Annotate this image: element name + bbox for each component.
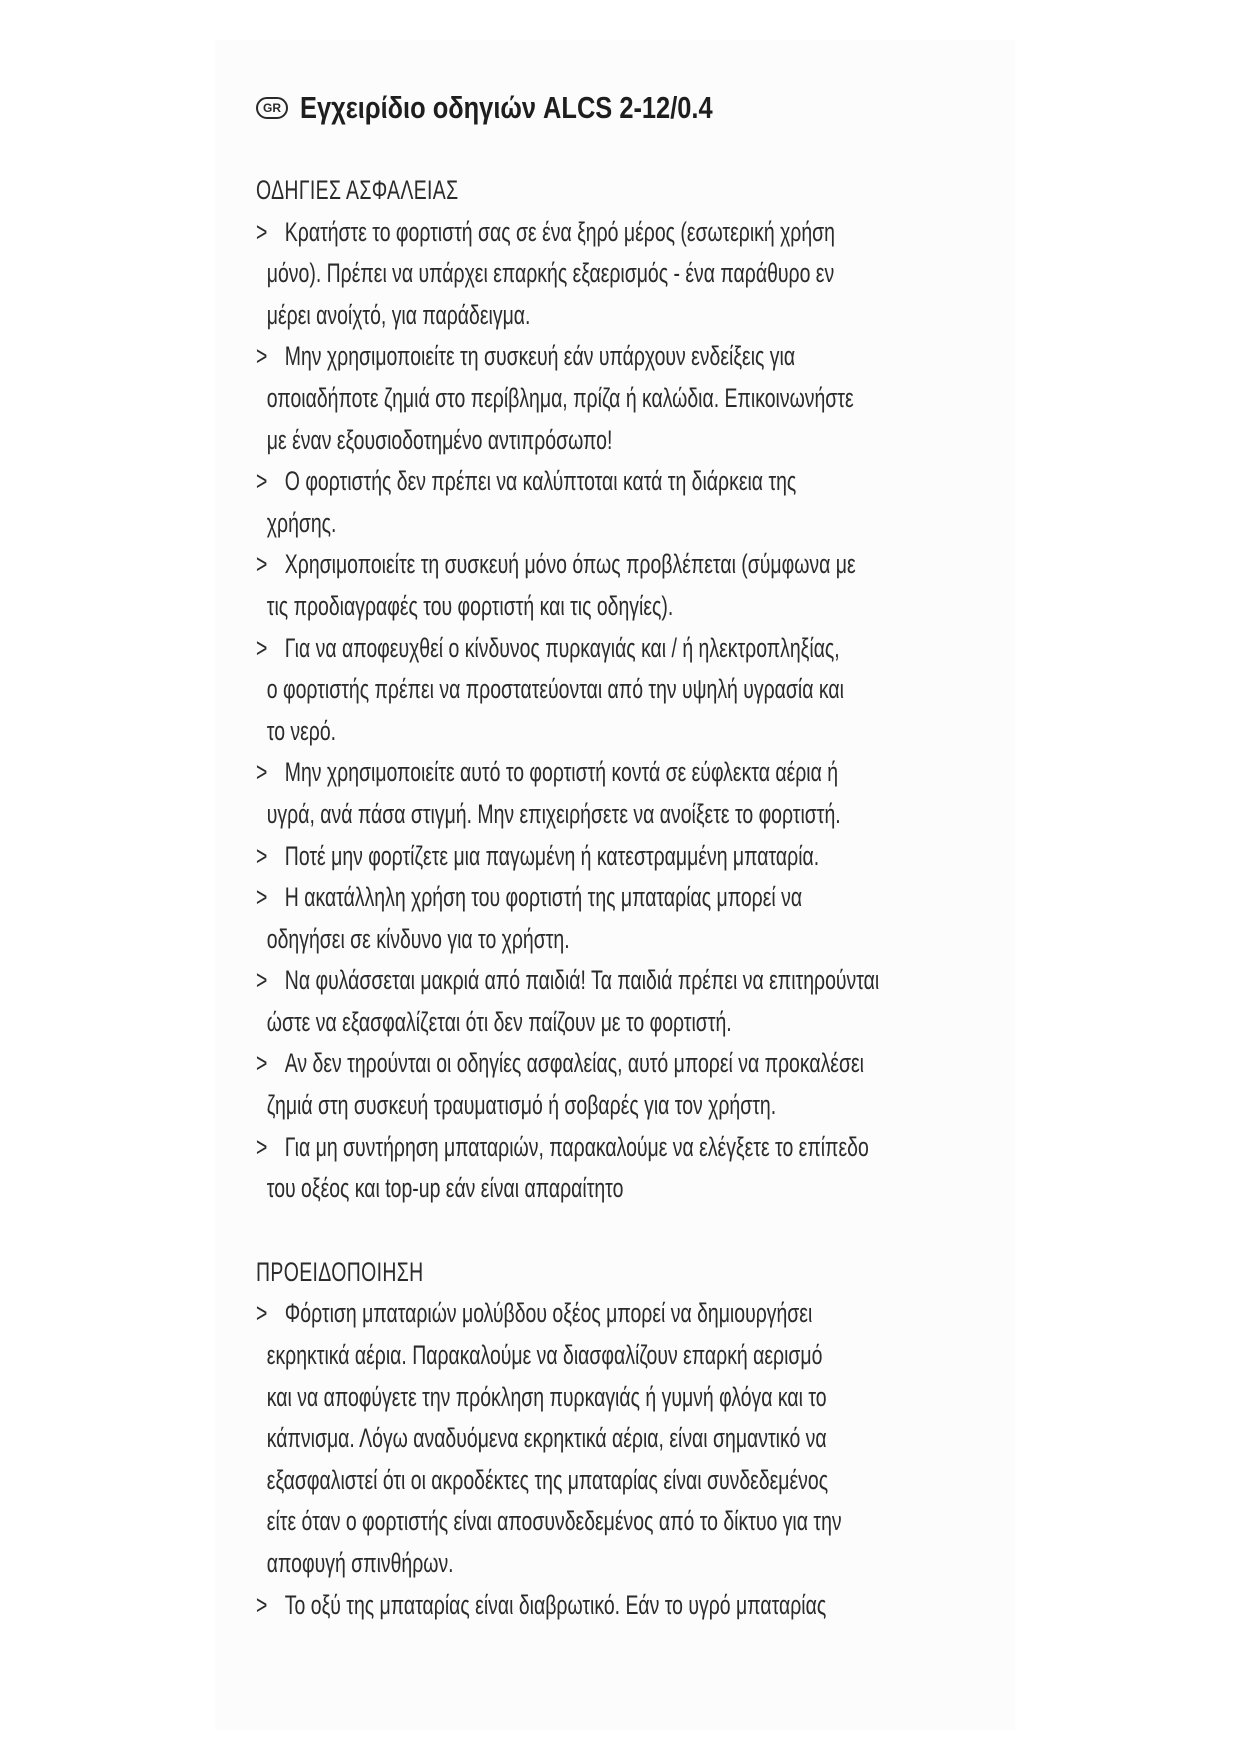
safety-item-7 (256, 836, 904, 878)
bullet-marker: > (256, 840, 268, 871)
title-row (256, 88, 803, 128)
item-text: Κρατήστε το φορτιστή σας σε ένα ξηρό μέρος (εσωτερική χρήση (284, 216, 835, 247)
item-text: κάπνισμα. Λόγω αναδυόμενα εκρηκτικά αέρια, είναι σημαντικό να (266, 1423, 827, 1454)
item-text: εξασφαλιστεί ότι οι ακροδέκτες της μπαταρίας είναι συνδεδεμένος (266, 1464, 829, 1495)
bullet-marker: > (256, 216, 268, 247)
safety-item-5-continuation (256, 711, 904, 753)
item-text: μόνο). Πρέπει να υπάρχει επαρκής εξαερισμός - ένα παράθυρο εν (266, 258, 835, 289)
warning-item-1-continuation (256, 1460, 904, 1502)
item-text: του οξέος και top-up εάν είναι απαραίτητο (266, 1173, 624, 1204)
safety-item-9 (256, 960, 904, 1002)
bullet-marker: > (256, 632, 268, 663)
item-text: Μην χρησιμοποιείτε αυτό το φορτιστή κοντά σε εύφλεκτα αέρια ή (284, 757, 839, 788)
warning-item-1-continuation (256, 1501, 904, 1543)
bullet-marker: > (256, 1131, 268, 1162)
safety-item-6-continuation (256, 794, 904, 836)
safety-item-3-continuation (256, 503, 904, 545)
safety-item-10 (256, 1043, 904, 1085)
safety-item-8 (256, 877, 904, 919)
item-text: μέρει ανοίχτό, για παράδειγμα. (266, 299, 531, 330)
item-text: το νερό. (266, 715, 337, 746)
item-text: αποφυγή σπινθήρων. (266, 1548, 454, 1578)
item-text: Μην χρησιμοποιείτε τη συσκευή εάν υπάρχουν ενδείξεις για (284, 341, 796, 372)
safety-item-5 (256, 628, 904, 670)
safety-item-11-continuation (256, 1168, 904, 1210)
bullet-marker: > (256, 1298, 268, 1329)
safety-item-11 (256, 1127, 904, 1169)
bullet-marker: > (256, 965, 268, 996)
item-text: Χρησιμοποιείτε τη συσκευή μόνο όπως προβλέπεται (σύμφωνα με (284, 549, 856, 580)
item-text: Φόρτιση μπαταριών μολύβδου οξέος μπορεί να δημιουργήσει (284, 1298, 813, 1329)
safety-item-6 (256, 752, 904, 794)
safety-item-1-continuation (256, 253, 904, 295)
document-title: Εγχειρίδιο οδηγιών ALCS 2-12/0.4 (300, 90, 713, 125)
bullet-marker: > (256, 341, 268, 372)
bullet-marker: > (256, 466, 268, 497)
language-badge: GR (256, 97, 288, 119)
item-text: οποιαδήποτε ζημιά στο περίβλημα, πρίζα ή καλώδια. Επικοινωνήστε (266, 382, 854, 413)
safety-item-1-continuation (256, 295, 904, 337)
item-text: ζημιά στη συσκευή τραυματισμό ή σοβαρές για τον χρήστη. (266, 1090, 777, 1121)
item-text: Η ακατάλληλη χρήση του φορτιστή της μπαταρίας μπορεί να (284, 882, 803, 913)
item-text: ο φορτιστής πρέπει να προστατεύονται από την υψηλή υγρασία και (266, 674, 844, 705)
safety-item-5-continuation (256, 669, 904, 711)
bullet-marker: > (256, 1589, 268, 1620)
warning-item-1-continuation (256, 1335, 904, 1377)
safety-item-4 (256, 544, 904, 586)
item-text: Ο φορτιστής δεν πρέπει να καλύπτοται κατά τη διάρκεια της (284, 466, 797, 497)
safety-item-2 (256, 336, 904, 378)
bullet-marker: > (256, 549, 268, 580)
warning-item-1-continuation (256, 1418, 904, 1460)
safety-item-8-continuation (256, 919, 904, 961)
item-text: είτε όταν ο φορτιστής είναι αποσυνδεδεμένος από το δίκτυο για την (266, 1506, 842, 1537)
safety-item-9-continuation (256, 1002, 904, 1044)
warning-item-1-continuation (256, 1543, 904, 1585)
item-text: Για μη συντήρηση μπαταριών, παρακαλούμε να ελέγξετε το επίπεδο (284, 1131, 869, 1162)
warning-heading: ΠΡΟΕΙΔΟΠΟΙΗΣΗ (256, 1256, 424, 1287)
warning-item-2 (256, 1585, 904, 1627)
item-text: τις προδιαγραφές του φορτιστή και τις οδηγίες). (266, 590, 674, 621)
item-text: οδηγήσει σε κίνδυνο για το χρήστη. (266, 923, 570, 954)
safety-heading: ΟΔΗΓΙΕΣ ΑΣΦΑΛΕΙΑΣ (256, 175, 459, 205)
item-text: Να φυλάσσεται μακριά από παιδιά! Τα παιδιά πρέπει να επιτηρούνται (284, 965, 880, 996)
bullet-marker: > (256, 882, 268, 913)
item-text: εκρηκτικά αέρια. Παρακαλούμε να διασφαλίζουν επαρκή αερισμό (266, 1340, 823, 1371)
item-text: ώστε να εξασφαλίζεται ότι δεν παίζουν με το φορτιστή. (266, 1006, 732, 1037)
item-text: με έναν εξουσιοδοτημένο αντιπρόσωπο! (266, 424, 613, 455)
item-text: Για να αποφευχθεί ο κίνδυνος πυρκαγιάς και / ή ηλεκτροπληξίας, (284, 632, 840, 663)
item-text: υγρά, ανά πάσα στιγμή. Μην επιχειρήσετε να ανοίξετε το φορτιστή. (266, 798, 841, 829)
item-text: Ποτέ μην φορτίζετε μια παγωμένη ή κατεστραμμένη μπαταρία. (284, 840, 820, 871)
warning-item-1-continuation (256, 1377, 904, 1419)
safety-item-3 (256, 461, 904, 503)
item-text: και να αποφύγετε την πρόκληση πυρκαγιάς ή γυμνή φλόγα και το (266, 1381, 827, 1412)
item-text: Το οξύ της μπαταρίας είναι διαβρωτικό. Εάν το υγρό μπαταρίας (284, 1589, 827, 1620)
item-text: χρήσης. (266, 507, 337, 538)
safety-item-4-continuation (256, 586, 904, 628)
document-body (256, 170, 1156, 1626)
safety-item-10-continuation (256, 1085, 904, 1127)
safety-item-1 (256, 212, 904, 254)
safety-item-2-continuation (256, 378, 904, 420)
bullet-marker: > (256, 757, 268, 788)
safety-item-2-continuation (256, 420, 904, 462)
warning-item-1 (256, 1293, 904, 1335)
item-text: Αν δεν τηρούνται οι οδηγίες ασφαλείας, αυτό μπορεί να προκαλέσει (284, 1048, 864, 1079)
bullet-marker: > (256, 1048, 268, 1079)
